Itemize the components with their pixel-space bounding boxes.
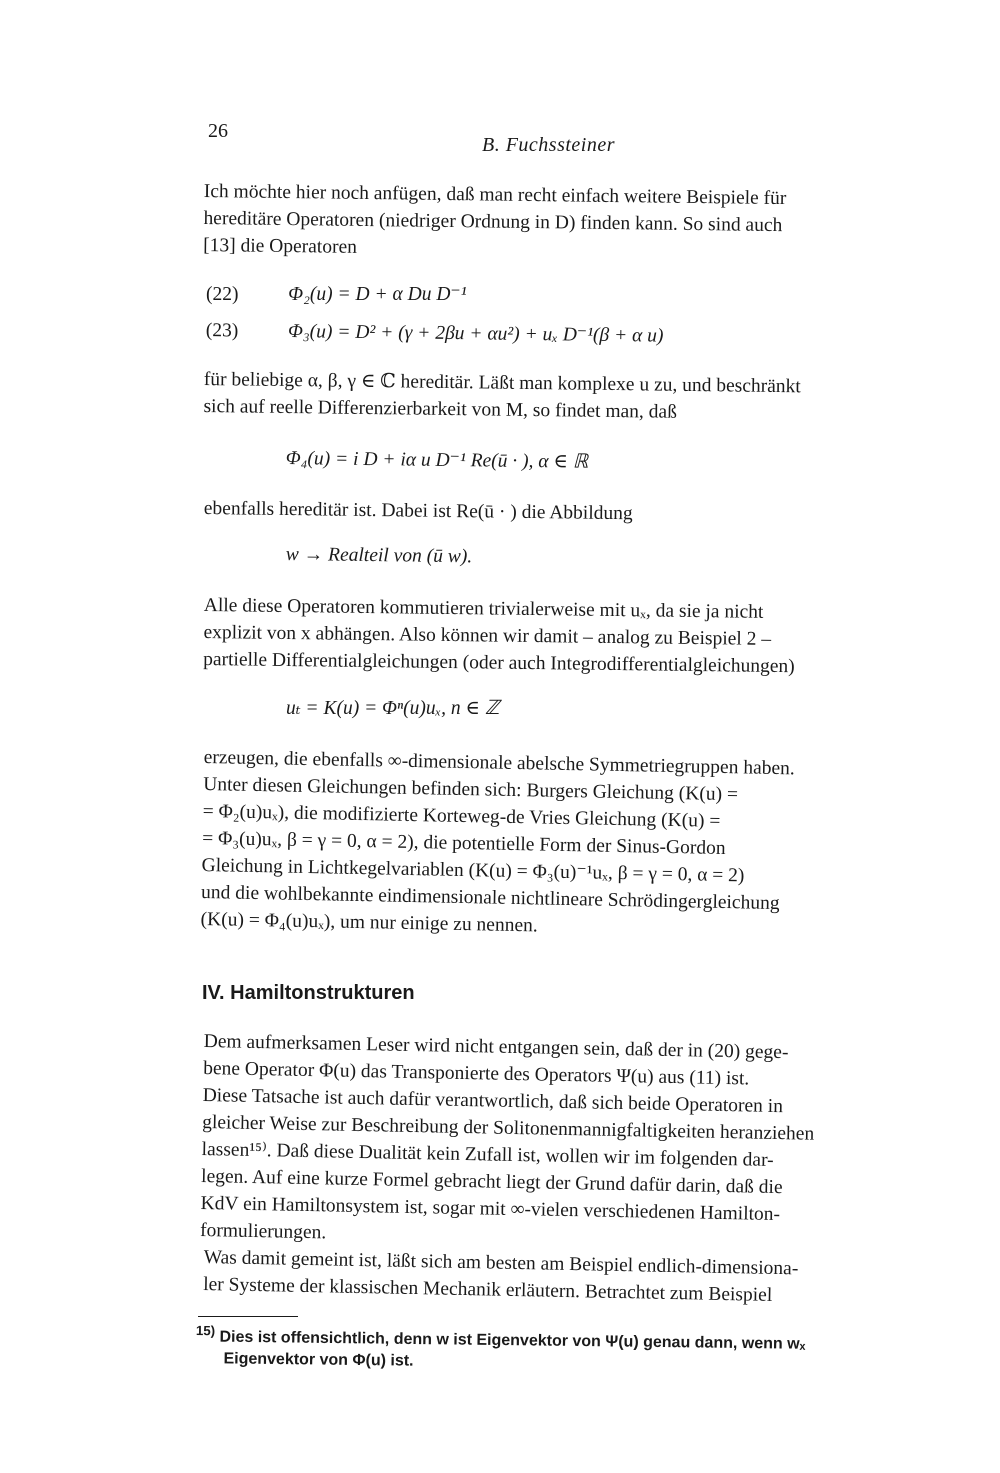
text-line: Diese Tatsache ist auch dafür verantwortlich, daß sich beide Operatoren in — [202, 1084, 784, 1118]
text-line: = Φ₃(u)uₓ, β = γ = 0, α = 2), die potentielle Form der Sinus-Gordon — [201, 827, 726, 860]
text-line: [13] die Operatoren — [203, 234, 358, 258]
page-number: 26 — [208, 120, 228, 142]
footnote — [195, 1320, 805, 1378]
text-line: sich auf reelle Differenzierbarkeit von M, so findet man, daß — [203, 395, 678, 423]
equation-body: Φ₃(u) = D² + (γ + 2βu + αu²) + uₓ D⁻¹(β + α u) — [287, 321, 664, 347]
equation-22 — [206, 282, 467, 306]
text-line: = Φ₂(u)uₓ), die modifizierte Korteweg-de Vries Gleichung (K(u) = — [202, 800, 721, 832]
equation-evolution: uₜ = K(u) = Φⁿ(u)uₓ, n ∈ ℤ — [286, 698, 500, 719]
text-line: und die wohlbekannte eindimensionale nichtlineare Schrödingergleichung — [200, 881, 780, 915]
paragraph-commute — [203, 592, 924, 682]
text-line: formulierungen. — [199, 1219, 327, 1244]
equation-realteil: w → Realteil von (ū w). — [285, 544, 473, 568]
text-line: Alle diese Operatoren kommutieren trivialerweise mit uₓ, da sie ja nicht — [203, 594, 764, 623]
text-line: legen. Auf eine kurze Formel gebracht liegt der Grund dafür darin, daß die — [200, 1165, 783, 1199]
text-line: erzeugen, die ebenfalls ∞-dimensionale abelsche Symmetriegruppen haben. — [203, 746, 795, 780]
footnote-line: Dies ist offensichtlich, denn w ist Eigenvektor von Ψ(u) genau dann, wenn wₓ — [219, 1328, 806, 1353]
footnote-line: Eigenvektor von Φ(u) ist. — [223, 1350, 414, 1370]
text-line: hereditäre Operatoren (niedriger Ordnung in D) finden kann. So sind auch — [203, 207, 783, 237]
section-heading: IV. Hamiltonstrukturen — [202, 982, 415, 1004]
paragraph-after-eq23 — [203, 366, 924, 429]
text-line: Gleichung in Lichtkegelvariablen (K(u) = Φ₃(u)⁻¹uₓ, β = γ = 0, α = 2) — [201, 854, 745, 887]
paragraph-generate — [200, 744, 923, 947]
text-line: für beliebige α, β, γ ∈ ℂ hereditär. Läßt man komplexe u zu, und beschränkt — [203, 368, 801, 398]
footnote-marker: 15) — [195, 1322, 216, 1339]
equation-body: Φ₂(u) = D + α Du D⁻¹ — [288, 284, 467, 305]
text-line: partielle Differentialgleichungen (oder auch Integrodifferentialgleichungen) — [203, 648, 795, 678]
footnote-divider — [198, 1316, 298, 1317]
text-line: Dem aufmerksamen Leser wird nicht entgangen sein, daß der in (20) gege- — [203, 1030, 789, 1064]
paragraph-intro — [203, 178, 924, 268]
text-line: Ich möchte hier noch anfügen, daß man recht einfach weitere Beispiele für — [203, 180, 787, 210]
text-line: bene Operator Φ(u) das Transponierte des Operators Ψ(u) aus (11) ist. — [203, 1057, 750, 1090]
text-line: ler Systeme der klassischen Mechanik erläutern. Betrachtet zum Beispiel — [203, 1273, 773, 1306]
equation-label: (23) — [205, 319, 239, 342]
text-line: explizit von x abhängen. Also können wir damit – analog zu Beispiel 2 – — [203, 621, 772, 650]
text-line: KdV ein Hamiltonsystem ist, sogar mit ∞-vielen verschiedenen Hamilton- — [200, 1192, 781, 1226]
paragraph-reader — [200, 1028, 924, 1258]
text-line: gleicher Weise zur Beschreibung der Solitonenmannigfaltigkeiten heranziehen — [201, 1111, 815, 1145]
running-title: B. Fuchssteiner — [482, 134, 616, 156]
paragraph-after-phi4 — [204, 495, 924, 531]
text-line: Unter diesen Gleichungen befinden sich: Burgers Gleichung (K(u) = — [203, 773, 739, 806]
text-line: ebenfalls hereditär ist. Dabei ist Re(ū · ) die Abbildung — [203, 497, 633, 525]
equation-phi4: Φ₄(u) = i D + iα u D⁻¹ Re(ū · ), α ∈ ℝ — [285, 447, 589, 473]
equation-23 — [206, 318, 664, 348]
equation-label: (22) — [206, 284, 239, 305]
text-line: Was damit gemeint ist, läßt sich am besten am Beispiel endlich-dimensiona- — [203, 1246, 799, 1280]
text-line: (K(u) = Φ₄(u)uₓ), um nur einige zu nennen. — [200, 908, 538, 937]
text-line: lassen¹⁵⁾. Daß diese Dualität kein Zufall ist, wollen wir im folgenden dar- — [201, 1138, 774, 1171]
